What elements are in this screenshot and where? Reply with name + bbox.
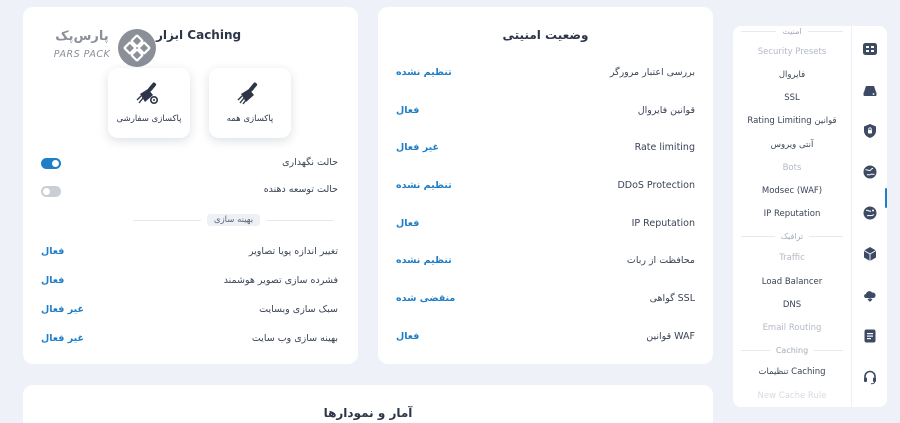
- security-row-label: IP Reputation: [631, 217, 695, 229]
- optimization-row: [41, 330, 338, 346]
- submenu-item-security-presets[interactable]: Security Presets: [757, 47, 827, 57]
- optimization-row-value[interactable]: فعال: [41, 274, 65, 286]
- submenu-item-caching-settings[interactable]: تنظیمات Caching: [758, 367, 826, 377]
- submenu-item-ip-reputation[interactable]: IP Reputation: [763, 209, 821, 219]
- optimization-badge: بهینه سازی: [207, 214, 260, 226]
- logo-text-fa: پارس‌پک: [55, 29, 109, 44]
- optimization-row-value[interactable]: غیر فعال: [41, 303, 84, 315]
- security-status-title: وضعیت امنیتی: [502, 28, 589, 42]
- purge-all-label: پاکسازی همه: [226, 114, 274, 124]
- optimization-row: [41, 272, 338, 288]
- security-row-label: قوانین WAF: [646, 330, 695, 342]
- security-row: [396, 102, 695, 118]
- cube-icon[interactable]: [861, 245, 879, 263]
- maintenance-mode-label: حالت نگهداری: [282, 157, 338, 168]
- optimization-row-label: تغییر اندازه پویا تصاویر: [248, 245, 338, 257]
- security-row-label: محافظت از ربات: [626, 254, 695, 266]
- security-row-label: بررسی اعتبار مرورگر: [609, 66, 695, 78]
- security-row-value[interactable]: فعال: [396, 104, 420, 116]
- rail-active-indicator: [885, 188, 887, 208]
- globe-icon[interactable]: [861, 163, 879, 181]
- security-row: [396, 177, 695, 193]
- optimization-row-label: فشرده سازی تصویر هوشمند: [223, 274, 338, 286]
- shield-icon[interactable]: [861, 122, 879, 140]
- maintenance-mode-toggle[interactable]: [41, 158, 61, 169]
- optimization-row-label: بهینه سازی وب سایت: [251, 332, 338, 344]
- optimization-row: [41, 243, 338, 259]
- security-row: [396, 64, 695, 80]
- submenu-item-dns[interactable]: DNS: [782, 300, 802, 310]
- security-row-value[interactable]: تنظیم نشده: [396, 254, 452, 266]
- submenu-item-traffic[interactable]: Traffic: [779, 253, 805, 263]
- submenu-item-rate-limiting[interactable]: Rating Limiting قوانین: [747, 116, 837, 126]
- security-row-value[interactable]: فعال: [396, 217, 420, 229]
- security-row-value[interactable]: فعال: [396, 330, 420, 342]
- icon-rail: [852, 26, 887, 407]
- submenu-item-ssl[interactable]: SSL: [784, 93, 800, 103]
- submenu-sidebar: [733, 26, 851, 407]
- security-row-label: Rate limiting: [634, 141, 695, 153]
- logo-mark-icon: [118, 29, 156, 67]
- purge-custom-label: پاکسازی سفارشی: [116, 114, 182, 124]
- optimization-row-value[interactable]: فعال: [41, 245, 65, 257]
- security-row-label: گواهی SSL: [649, 292, 695, 304]
- submenu-section-security: امنیت: [733, 27, 851, 36]
- server-icon[interactable]: [861, 81, 879, 99]
- security-row: [396, 290, 695, 306]
- developer-mode-toggle[interactable]: [41, 186, 61, 197]
- purge-all-button[interactable]: [209, 68, 291, 138]
- broom-gear-icon: [135, 80, 163, 106]
- security-row-label: DDoS Protection: [617, 179, 695, 191]
- stats-card: [23, 385, 713, 423]
- logo-text-en: PARS PACK: [53, 49, 111, 60]
- security-row-label: قوانین فایروال: [637, 104, 695, 116]
- submenu-item-firewall[interactable]: فایروال: [778, 70, 806, 80]
- developer-mode-label: حالت توسعه دهنده: [263, 184, 338, 195]
- submenu-section-traffic: ترافیک: [733, 232, 851, 241]
- caching-tools-card: [23, 7, 358, 364]
- headset-icon[interactable]: [861, 368, 879, 386]
- cloud-download-icon[interactable]: [861, 286, 879, 304]
- optimization-divider: [133, 211, 334, 229]
- submenu-item-bots[interactable]: Bots: [782, 163, 802, 173]
- security-row-value[interactable]: غیر فعال: [396, 141, 439, 153]
- security-row: [396, 139, 695, 155]
- security-row: [396, 215, 695, 231]
- document-icon[interactable]: [861, 327, 879, 345]
- submenu-item-load-balancer[interactable]: Load Balancer: [761, 277, 823, 287]
- security-row-value[interactable]: منقضی شده: [396, 292, 456, 304]
- dashboard-icon[interactable]: [861, 40, 879, 58]
- submenu-item-modsec[interactable]: Modsec (WAF): [761, 186, 823, 196]
- optimization-row-value[interactable]: غیر فعال: [41, 332, 84, 344]
- globe-alt-icon[interactable]: [861, 204, 879, 222]
- stats-title: آمار و نمودارها: [323, 406, 413, 420]
- security-row: [396, 328, 695, 344]
- security-row: [396, 252, 695, 268]
- broom-icon: [236, 80, 264, 106]
- security-status-card: [378, 7, 713, 364]
- submenu-item-email-routing[interactable]: Email Routing: [762, 323, 822, 333]
- security-row-value[interactable]: تنظیم نشده: [396, 66, 452, 78]
- submenu-item-antivirus[interactable]: آنتی ویروس: [770, 140, 814, 150]
- submenu-item-new-cache-rule[interactable]: New Cache Rule: [757, 391, 827, 401]
- purge-custom-button[interactable]: [108, 68, 190, 138]
- optimization-row: [41, 301, 338, 317]
- parspack-logo: [50, 27, 158, 69]
- optimization-row-label: سبک سازی وبسایت: [259, 303, 338, 315]
- security-row-value[interactable]: تنظیم نشده: [396, 179, 452, 191]
- caching-tools-title: ابزار Caching: [156, 28, 242, 42]
- submenu-section-caching: Caching: [733, 346, 851, 355]
